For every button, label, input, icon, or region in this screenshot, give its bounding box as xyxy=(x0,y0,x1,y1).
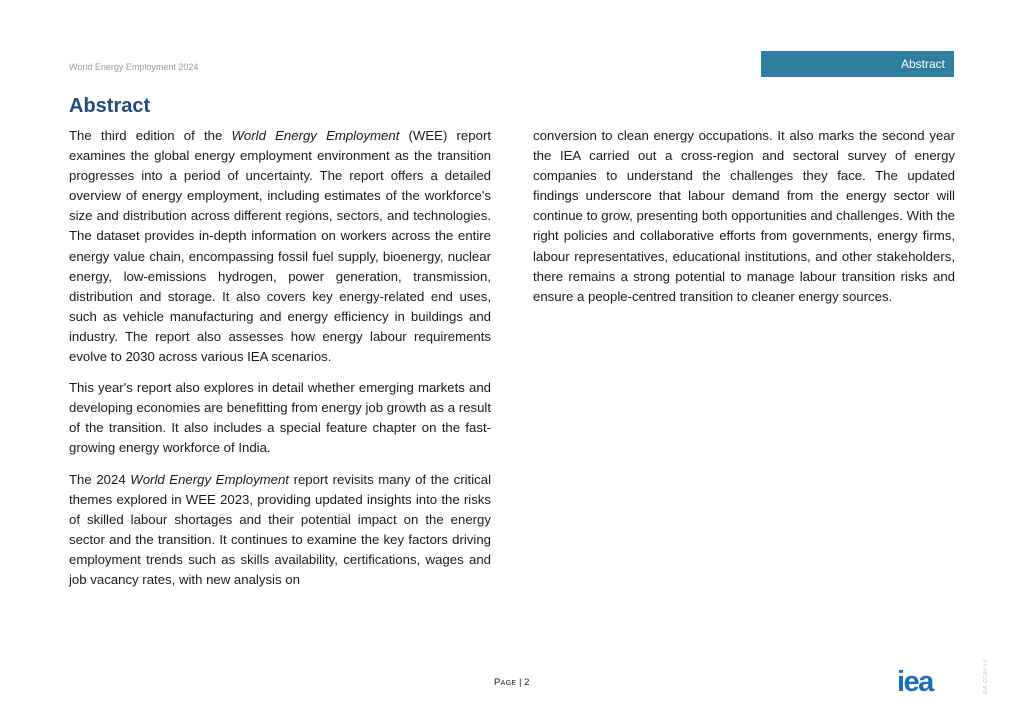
paragraph-4: conversion to clean energy occupations. It also marks the second year the IEA carried out a cross-region and sectoral survey of energy companies to understand the challenges they face. The updated findings underscore that labour demand from the energy sector will continue to grow, presenting both opportunities and challenges. With the right policies and collaborative efforts from governments, energy firms, labour representatives, educational institutions, and other stakeholders, there remains a strong potential to manage labour transition risks and ensure a people-centred transition to cleaner energy sources. xyxy=(533,128,955,304)
page-label: Page xyxy=(494,677,517,688)
right-column xyxy=(533,126,955,307)
page-title: Abstract xyxy=(69,95,151,117)
paragraph-3-text-b: report revisits many of the critical themes explored in WEE 2023, providing updated insights into the risks of skilled labour shortages and their potential impact on the energy sector and the transition. It continues to examine the key factors driving employment trends such as skills availability, certifications, wages and job vacancy rates, with new analysis on xyxy=(69,471,491,587)
copyright-notice: IEA. CC BY 4.0. xyxy=(983,658,989,694)
iea-logo xyxy=(897,668,955,694)
paragraph-1 xyxy=(69,126,491,367)
page-separator: | xyxy=(516,677,525,688)
paragraph-1-text-b: (WEE) report examines the global energy employment environment as the transition progresses into a period of uncertainty. The report offers a detailed overview of energy employment, including estimates of the workforce's size and distribution across different regions, sectors, and technologies. The dataset provides in-depth information on workers across the entire energy value chain, encompassing fossil fuel supply, bioenergy, nuclear energy, low-emissions hydrogen, power generation, transmission, distribution and storage. It also covers key energy-related end uses, such as vehicle manufacturing and energy efficiency in buildings and industry. The report also assesses how energy labour requirements evolve to 2030 across various IEA scenarios. xyxy=(69,128,491,365)
section-tab: Abstract xyxy=(761,51,954,77)
paragraph-1-text-a: The third edition of the xyxy=(69,128,232,143)
left-column xyxy=(69,126,491,590)
report-name-italic: World Energy Employment xyxy=(130,471,289,487)
running-header: World Energy Employment 2024 xyxy=(69,62,199,72)
report-name-italic: World Energy Employment xyxy=(231,128,400,143)
page-number: 2 xyxy=(524,677,530,688)
paragraph-3 xyxy=(69,470,491,591)
iea-logo-text: iea xyxy=(897,668,933,694)
paragraph-3-text-a: The 2024 xyxy=(69,471,131,487)
page-footer xyxy=(494,677,529,688)
paragraph-2: This year's report also explores in detail whether emerging markets and developing economies are benefitting from energy job growth as a result of the transition. It also includes a special feature chapter on the fast-growing energy workforce of India. xyxy=(69,380,491,456)
